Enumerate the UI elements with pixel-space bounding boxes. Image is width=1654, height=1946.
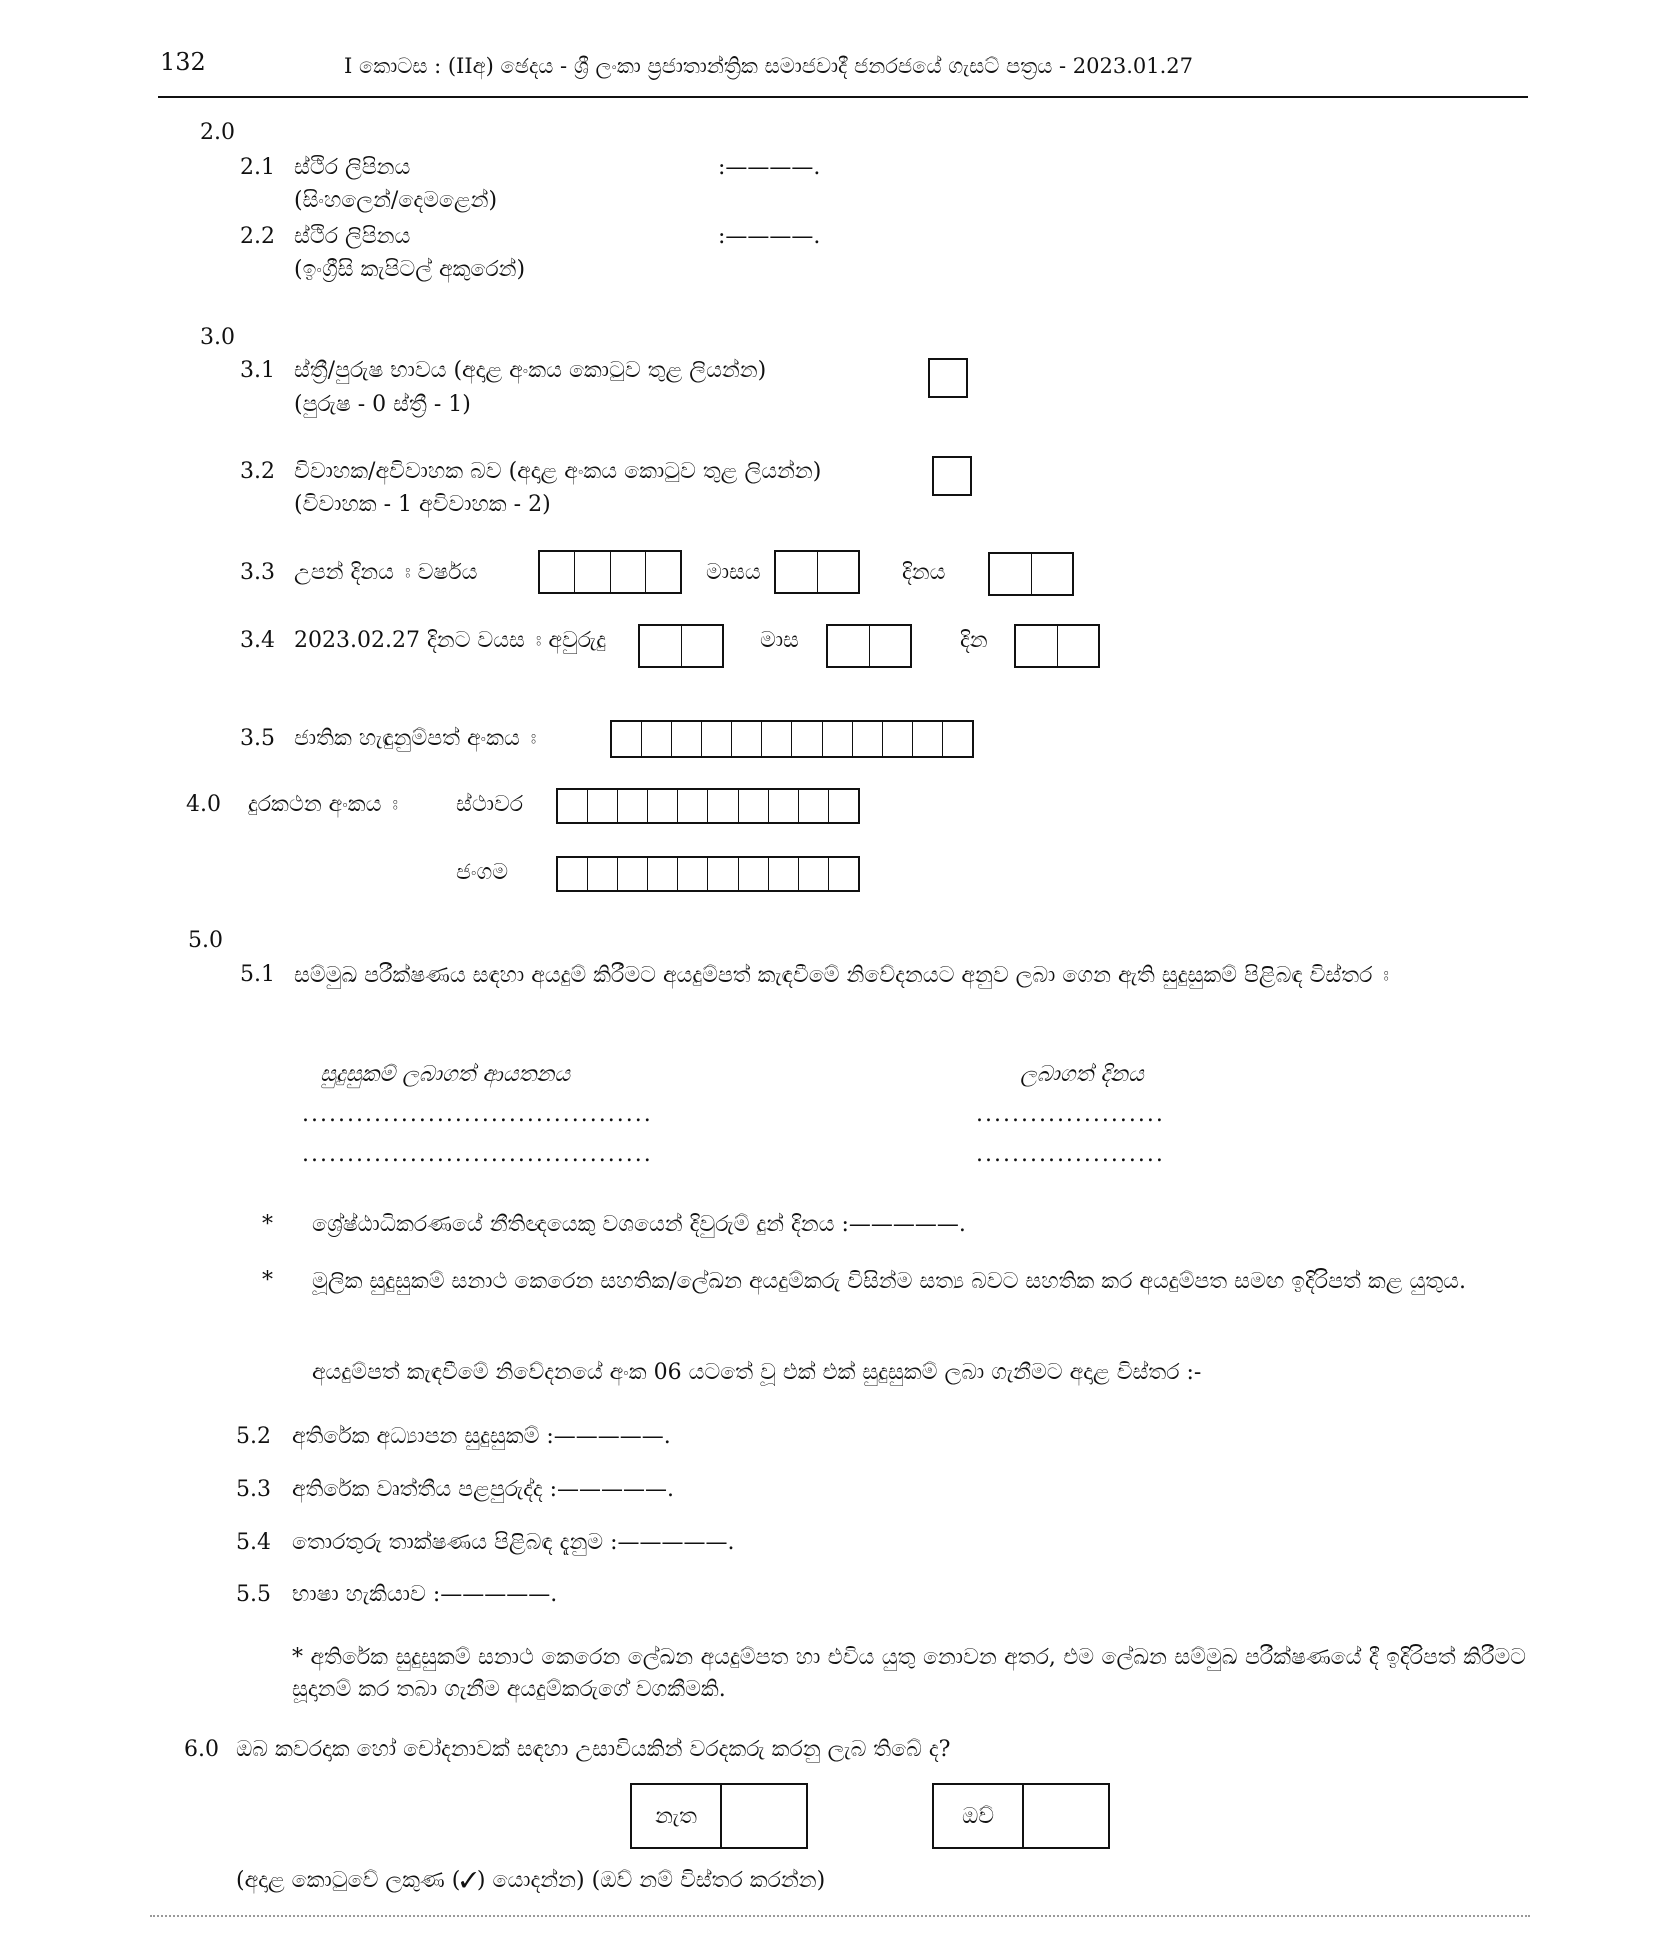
section-4-number: 4.0	[186, 792, 221, 817]
item-5-2-number: 5.2	[236, 1424, 271, 1449]
item-5-4-number: 5.4	[236, 1530, 271, 1555]
marital-status-box[interactable]	[932, 456, 972, 496]
birth-month-boxes[interactable]	[774, 550, 860, 594]
birth-month-label: මාසය	[706, 560, 761, 585]
permanent-address-label: ස්ථිර ලිපිනය	[294, 155, 411, 180]
item-3-4-number: 3.4	[240, 628, 275, 653]
marital-status-codes: (විවාහක - 1 අවිවාහක - 2)	[294, 492, 551, 517]
certificates-note: මූලික සුදුසුකම් සනාථ කෙරෙන සහතික/ලේඛන අයදුම්කරු විසින්ම සත්‍ය බවට සහතික කර අයදුම්පත සමඟ ඉදිරිපත් කළ යුතුය.	[312, 1269, 1466, 1294]
item-3-1-number: 3.1	[240, 358, 275, 383]
yes-option	[932, 1783, 1110, 1849]
date-entry-1[interactable]: .....................	[976, 1102, 1165, 1127]
page-number: 132	[160, 48, 206, 76]
birth-day-boxes[interactable]	[988, 552, 1074, 596]
nic-boxes[interactable]	[610, 720, 974, 758]
gender-label: ස්ත්‍රී/පුරුෂ භාවය (අදාළ අංකය කොටුව තුළ ලියන්න)	[294, 358, 767, 383]
additional-documents-note: * අතිරේක සුදුසුකම් සනාථ කෙරෙන ලේඛන අයදුම්පත හා එවිය යුතු නොවන අතර, එම ලේඛන සම්මුඛ පරීක්ෂණයේ දී ඉදිරිපත් කිරීමට සූදානම් කර තබා ගැනීම අයදුම්කරුගේ වගකීමකි.	[292, 1645, 1526, 1702]
note-2-asterisk: *	[262, 1268, 273, 1293]
col-institution-header: සුදුසුකම් ලබාගත් ආයතනය	[320, 1062, 571, 1087]
language-ability-field[interactable]: භාෂා හැකියාව :—————.	[292, 1582, 558, 1607]
oath-date-note: ශ්‍රේෂ්ඨාධිකරණයේ නීතිඥයෙකු වශයෙන් දිවුරුම් දුන් දිනය :—————.	[312, 1212, 966, 1237]
age-days-boxes[interactable]	[1014, 624, 1100, 668]
mobile-label: ජංගම	[456, 860, 509, 885]
age-months-boxes[interactable]	[826, 624, 912, 668]
date-entry-2[interactable]: .....................	[976, 1142, 1165, 1167]
birth-year-boxes[interactable]	[538, 550, 682, 594]
item-5-1-number: 5.1	[240, 962, 275, 987]
mobile-boxes[interactable]	[556, 856, 860, 892]
section-5-number: 5.0	[188, 928, 223, 953]
item-5-5-number: 5.5	[236, 1582, 271, 1607]
landline-label: ස්ථාවර	[456, 792, 524, 817]
section-3-number: 3.0	[200, 325, 235, 350]
institution-entry-1[interactable]: .......................................	[302, 1102, 653, 1127]
permanent-address-sub: (සිංහලෙන්/දෙමළෙන්)	[294, 188, 498, 213]
yes-checkbox[interactable]	[1024, 1785, 1108, 1847]
gender-codes: (පුරුෂ - 0 ස්ත්‍රී - 1)	[294, 392, 471, 417]
tick-instruction: (අදාළ කොටුවේ ලකුණ (✓) යොදන්න) (ඔව් නම් විස්තර කරන්න)	[236, 1868, 826, 1893]
section-2-number: 2.0	[200, 120, 235, 145]
it-knowledge-field[interactable]: තොරතුරු තාක්ෂණය පිළිබඳ දැනුම :—————.	[292, 1530, 735, 1555]
age-months-label: මාස	[760, 628, 799, 653]
landline-boxes[interactable]	[556, 788, 860, 824]
permanent-address-en-field[interactable]: :————.	[718, 224, 821, 249]
marital-status-label: විවාහක/අවිවාහක බව (අදාළ අංකය කොටුව තුළ ලියන්න)	[294, 459, 822, 484]
gender-box[interactable]	[928, 358, 968, 398]
nic-label: ජාතික හැඳුනුම්පත් අංකය ඃ	[294, 726, 537, 751]
additional-education-field[interactable]: අතිරේක අධ්‍යාපන සුදුසුකම් :—————.	[292, 1424, 671, 1449]
footer-dotted-rule	[150, 1915, 1530, 1917]
birth-year-label: උපන් දිනය ඃ වර්ෂය	[294, 560, 478, 585]
professional-experience-field[interactable]: අතිරේක වෘත්තීය පළපුරුද්ද :—————.	[292, 1477, 675, 1502]
item-3-5-number: 3.5	[240, 726, 275, 751]
no-label: නැත	[632, 1785, 722, 1847]
age-days-label: දින	[960, 628, 988, 653]
birth-day-label: දිනය	[902, 560, 946, 585]
age-years-boxes[interactable]	[638, 624, 724, 668]
item-5-3-number: 5.3	[236, 1477, 271, 1502]
telephone-label: දුරකථන අංකය ඃ	[248, 792, 399, 817]
section-6-number: 6.0	[184, 1737, 219, 1762]
qualification-details-note: අයදුම්පත් කැඳවීමේ නිවේදනයේ අංක 06 යටතේ වූ එක් එක් සුදුසුකම් ලබා ගැනීමට අදාළ විස්තර :-	[312, 1360, 1202, 1385]
institution-entry-2[interactable]: .......................................	[302, 1142, 653, 1167]
item-2-1-number: 2.1	[240, 155, 275, 180]
item-2-2-number: 2.2	[240, 224, 275, 249]
permanent-address-field[interactable]: :————.	[718, 155, 821, 180]
item-3-3-number: 3.3	[240, 560, 275, 585]
permanent-address-en-sub: (ඉංග්‍රීසි කැපිටල් අකුරෙන්)	[294, 257, 526, 282]
col-date-header: ලබාගත් දිනය	[1020, 1062, 1144, 1087]
no-option	[630, 1783, 808, 1849]
header-rule	[158, 96, 1528, 98]
yes-label: ඔව්	[934, 1785, 1024, 1847]
qualifications-intro: සම්මුඛ පරීක්ෂණය සඳහා අයදුම් කිරීමට අයදුම්පත් කැඳවීමේ නිවේදනයට අනුව ලබා ගෙන ඇති සුදුසුකම් පිළිබඳ විස්තර ඃ	[294, 963, 1389, 988]
gazette-header-title: I කොටස : (IIඅ) ඡෙදය - ශ්‍රී ලංකා ප්‍රජාතාන්ත්‍රික සමාජවාදී ජනරජයේ ගැසට් පත්‍රය - 2023.01.27	[344, 54, 1194, 78]
conviction-question: ඔබ කවරදාක හෝ චෝදනාවක් සඳහා උසාවියකින් වරදකරු කරනු ලැබ තිබේ ද?	[236, 1737, 951, 1762]
age-years-label: 2023.02.27 දිනට වයස ඃ අවුරුදු	[294, 628, 606, 653]
no-checkbox[interactable]	[722, 1785, 806, 1847]
note-1-asterisk: *	[262, 1212, 273, 1237]
item-3-2-number: 3.2	[240, 459, 275, 484]
permanent-address-en-label: ස්ථිර ලිපිනය	[294, 224, 411, 249]
